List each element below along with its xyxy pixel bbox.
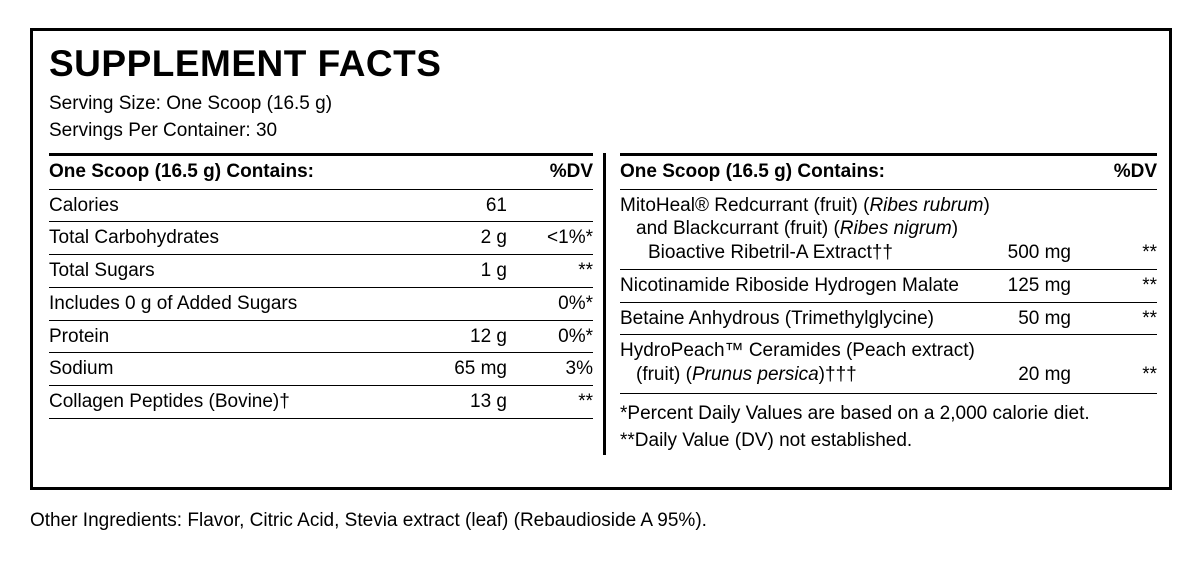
- nutrient-amount: 12 g: [419, 320, 507, 353]
- ingredient-text: (fruit) (: [636, 364, 692, 386]
- table-row: [49, 353, 593, 386]
- ingredient-dv: **: [1071, 189, 1157, 269]
- table-row: [49, 255, 593, 288]
- nutrient-dv: 0%*: [507, 320, 593, 353]
- right-table-header-row: [620, 156, 1157, 189]
- left-nutrient-table: [49, 156, 593, 419]
- nutrient-amount: 65 mg: [419, 353, 507, 386]
- ingredient-text: and Blackcurrant (fruit) (: [636, 218, 840, 240]
- servings-per-container-text: Servings Per Container: 30: [49, 120, 278, 142]
- ingredient-text-after: ): [983, 194, 990, 216]
- ingredient-dv: **: [1071, 335, 1157, 391]
- serving-size-text: Serving Size: One Scoop (16.5 g): [49, 92, 333, 114]
- table-row: [620, 189, 1157, 269]
- ingredient-amount: 20 mg: [996, 335, 1071, 391]
- ingredient-line: [620, 217, 996, 241]
- right-ingredient-table: [620, 156, 1157, 391]
- left-header-amount: [419, 156, 507, 189]
- ingredient-dv: **: [1071, 269, 1157, 302]
- table-row: [49, 189, 593, 222]
- ingredient-amount: 500 mg: [996, 189, 1071, 269]
- ingredient-dv: **: [1071, 302, 1157, 335]
- nutrient-dv: 0%*: [507, 287, 593, 320]
- table-row: [49, 287, 593, 320]
- footnote-daily-value: *Percent Daily Values are based on a 2,000 calorie diet.: [620, 402, 1090, 424]
- right-header-name: One Scoop (16.5 g) Contains:: [620, 160, 885, 182]
- nutrient-dv: 3%: [507, 353, 593, 386]
- table-row: [49, 386, 593, 419]
- table-row: [620, 335, 1157, 391]
- ingredient-name: [620, 189, 996, 269]
- footnotes-block: [620, 393, 1157, 455]
- left-header-name: One Scoop (16.5 g) Contains:: [49, 160, 314, 182]
- left-table-header-row: [49, 156, 593, 189]
- ingredient-latin-name: Prunus persica: [691, 364, 819, 386]
- supplement-facts-panel: [30, 28, 1172, 490]
- page-title: SUPPLEMENT FACTS: [49, 43, 442, 84]
- nutrient-amount: [419, 287, 507, 320]
- table-row: [620, 302, 1157, 335]
- nutrient-amount: 61: [419, 189, 507, 222]
- nutrient-amount: 1 g: [419, 255, 507, 288]
- nutrient-dv: [507, 189, 593, 222]
- footnote-dv-not-established: **Daily Value (DV) not established.: [620, 430, 913, 452]
- nutrient-name: Sodium: [49, 353, 419, 386]
- left-header-dv: %DV: [549, 160, 593, 182]
- nutrient-name: Calories: [49, 189, 419, 222]
- ingredient-latin-name: Ribes nigrum: [839, 218, 952, 240]
- nutrient-amount: 2 g: [419, 222, 507, 255]
- ingredient-line: [620, 241, 996, 265]
- nutrient-name: Total Carbohydrates: [49, 222, 419, 255]
- ingredient-text-after: ): [951, 218, 959, 240]
- nutrient-amount: 13 g: [419, 386, 507, 419]
- ingredient-name: Betaine Anhydrous (Trimethylglycine): [620, 302, 996, 335]
- nutrient-dv: **: [507, 255, 593, 288]
- left-table-bottom-rule-row: [49, 418, 593, 419]
- ingredient-text-after: )†††: [818, 364, 857, 386]
- table-row: [49, 320, 593, 353]
- left-nutrient-column: [49, 153, 603, 455]
- right-header-dv: %DV: [1113, 160, 1157, 182]
- ingredient-amount: 125 mg: [996, 269, 1071, 302]
- table-row: [620, 269, 1157, 302]
- table-row: [49, 222, 593, 255]
- other-ingredients-text: Other Ingredients: Flavor, Citric Acid, Stevia extract (leaf) (Rebaudioside A 95%).: [30, 510, 707, 531]
- ingredient-latin-name: Ribes rubrum: [869, 194, 984, 216]
- ingredient-line: [620, 194, 996, 218]
- ingredient-name: Nicotinamide Riboside Hydrogen Malate: [620, 269, 996, 302]
- facts-columns: [49, 153, 1157, 455]
- ingredient-text: HydroPeach™ Ceramides (Peach extract): [620, 340, 975, 362]
- ingredient-name: [620, 335, 996, 391]
- ingredient-text: MitoHeal® Redcurrant (fruit) (: [620, 194, 870, 216]
- nutrient-name: Total Sugars: [49, 255, 419, 288]
- ingredient-line: [620, 363, 996, 387]
- right-ingredient-column: [603, 153, 1157, 455]
- ingredient-text: Bioactive Ribetril-A Extract††: [648, 242, 893, 264]
- right-header-amount: [996, 156, 1071, 189]
- nutrient-dv: <1%*: [507, 222, 593, 255]
- nutrient-dv: **: [507, 386, 593, 419]
- ingredient-amount: 50 mg: [996, 302, 1071, 335]
- nutrient-name: Collagen Peptides (Bovine)†: [49, 386, 419, 419]
- nutrient-name: Protein: [49, 320, 419, 353]
- nutrient-name: Includes 0 g of Added Sugars: [49, 287, 419, 320]
- ingredient-line: [620, 339, 996, 363]
